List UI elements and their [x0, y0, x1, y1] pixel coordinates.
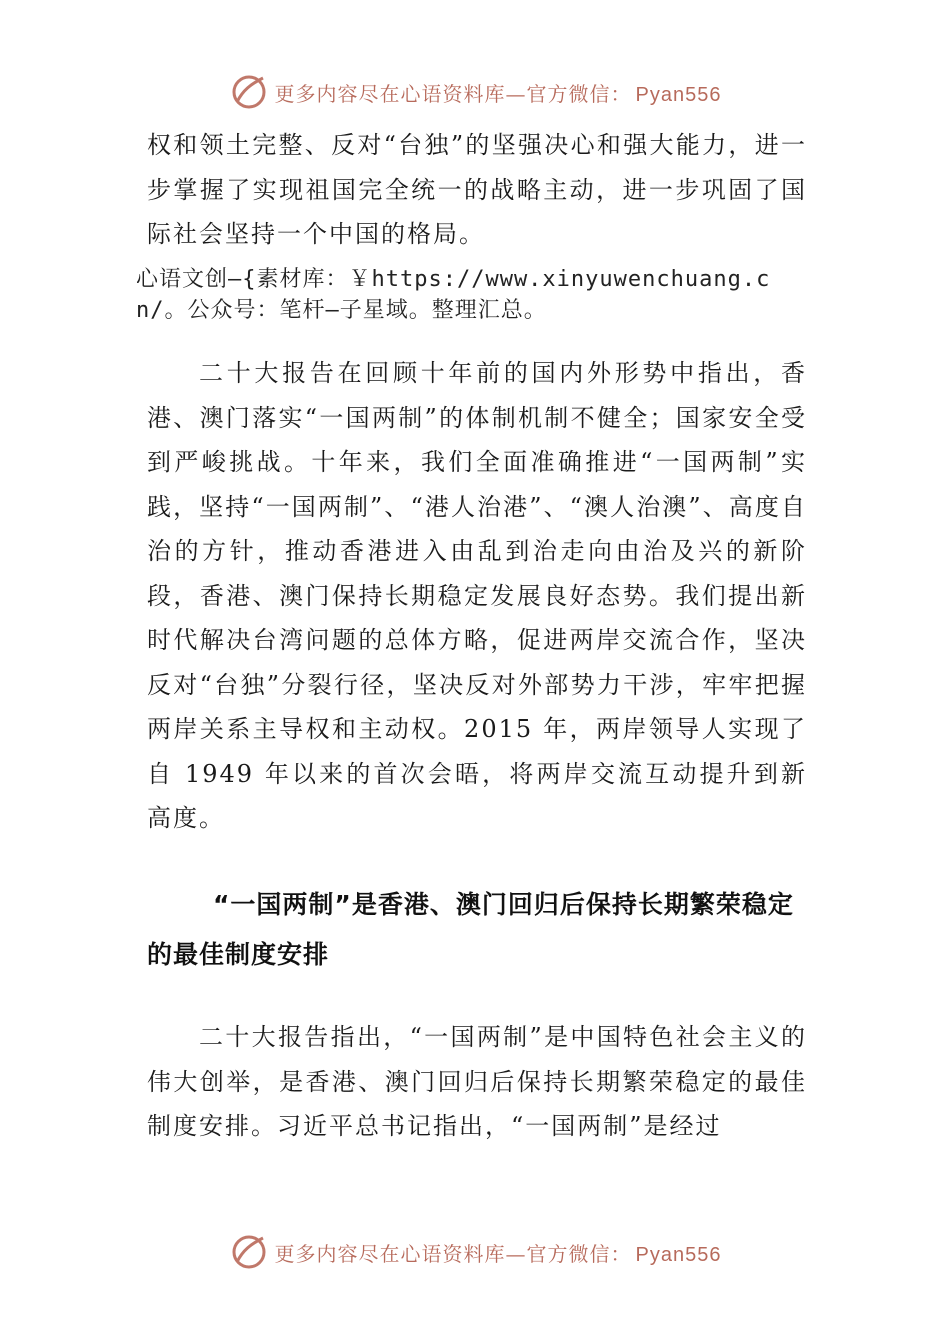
banner-text	[275, 1238, 722, 1267]
paragraph-continued: 权和领土完整、反对“台独”的坚强决心和强大能力，进一步掌握了实现祖国完全统一的战略主动，进一步巩固了国际社会坚持一个中国的格局。	[147, 131, 807, 248]
banner-label: 更多内容尽在心语资料库—官方微信：	[274, 81, 632, 106]
wechat-handle: Pyan556	[635, 1243, 722, 1266]
banner-label: 更多内容尽在心语资料库—官方微信：	[274, 1241, 632, 1266]
paragraph-review: 二十大报告在回顾十年前的国内外形势中指出，香港、澳门落实“一国两制”的体制机制不健全；国家安全受到严峻挑战。十年来，我们全面准确推进“一国两制”实践，坚持“一国两制”、“港人治港”、“澳人治澳”、高度自治的方针，推动香港进入由乱到治走向由治及兴的新阶段，香港、澳门保持长期稳定发展良好态势。我们提出新时代解决台湾问题的总体方略，促进两岸交流合作，坚决反对“台独”分裂行径，坚决反对外部势力干涉，牢牢把握两岸关系主导权和主动权。2015 年，两岸领导人实现了自 1949 年以来的首次会晤，将两岸交流互动提升到新高度。	[147, 359, 807, 832]
source-note: 心语文创—{素材库：￥https://www.xinyuwenchuang.cn/。公众号：笔杆—子星域。整理汇总。	[136, 267, 771, 323]
wechat-handle: Pyan556	[635, 83, 722, 106]
section-heading: “一国两制”是香港、澳门回归后保持长期繁荣稳定的最佳制度安排	[147, 890, 794, 969]
banner-text	[275, 78, 722, 107]
xinyu-logo-icon	[229, 72, 269, 112]
paragraph-report: 二十大报告指出，“一国两制”是中国特色社会主义的伟大创举，是香港、澳门回归后保持长期繁荣稳定的最佳制度安排。习近平总书记指出，“一国两制”是经过	[147, 1023, 807, 1140]
footer-watermark-banner	[0, 1232, 950, 1272]
xinyu-logo-icon	[229, 1232, 269, 1272]
header-watermark-banner	[0, 72, 950, 112]
